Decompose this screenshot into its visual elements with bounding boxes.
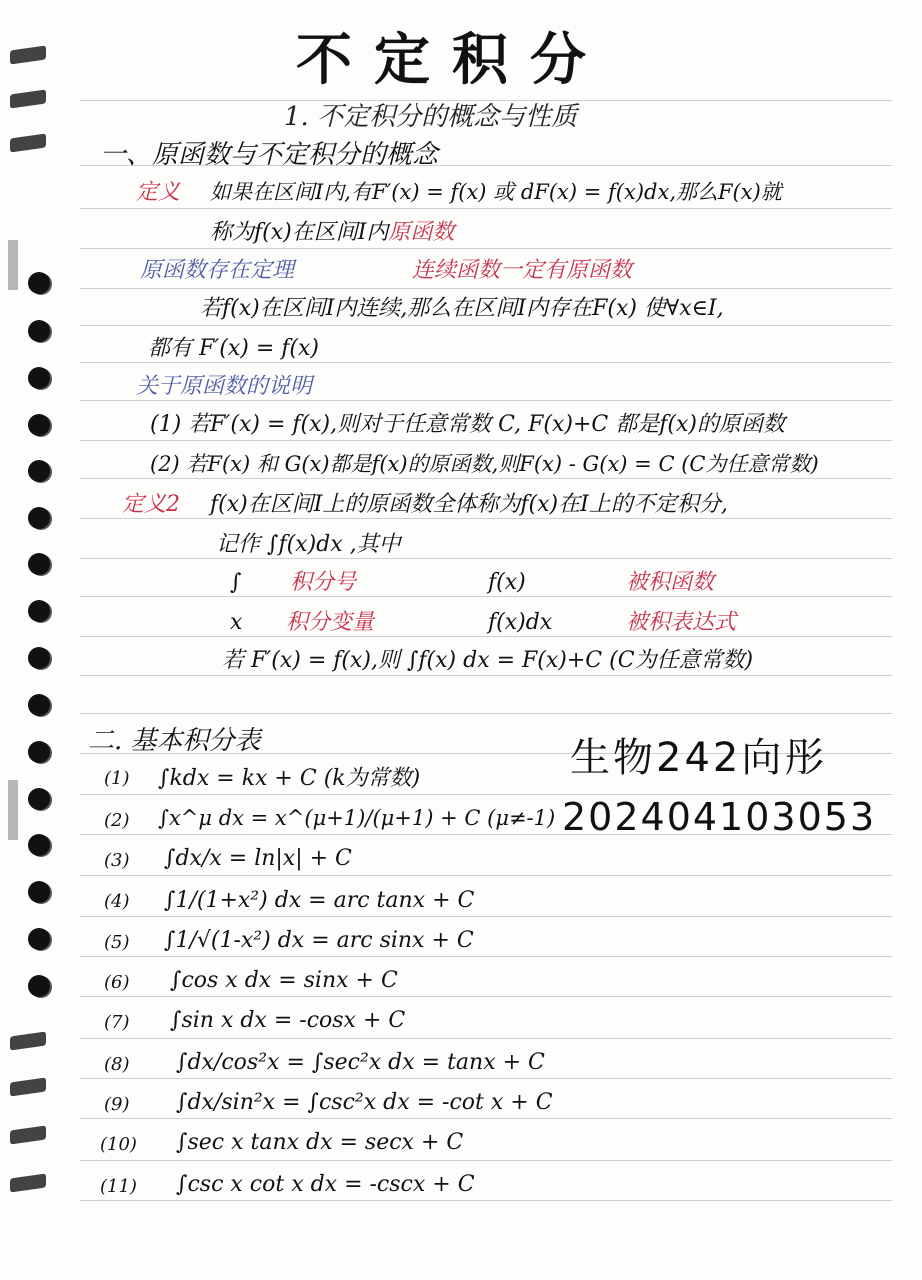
- punch-hole: [28, 460, 50, 482]
- formula-index: (1): [104, 768, 130, 789]
- ruled-line: [80, 100, 892, 101]
- punch-hole: [28, 320, 50, 342]
- ruled-line: [80, 875, 892, 876]
- section2-heading: 二. 基本积分表: [88, 726, 261, 756]
- notes-label: 关于原函数的说明: [136, 374, 313, 399]
- binding-clip: [10, 1125, 46, 1144]
- punch-hole: [28, 928, 50, 950]
- formula-expr: ∫x^μ dx = x^(μ+1)/(μ+1) + C (μ≠-1): [158, 806, 556, 830]
- punch-hole: [28, 741, 50, 763]
- ruled-line: [80, 956, 892, 957]
- punch-hole: [28, 600, 50, 622]
- def2-result: 若 F′(x) = f(x),则 ∫f(x) dx = F(x)+C (C为任意常数): [222, 648, 754, 673]
- ruled-line: [80, 713, 892, 714]
- def2-line1: f(x)在区间I上的原函数全体称为f(x)在I上的不定积分,: [210, 492, 728, 517]
- formula-expr: ∫dx/cos²x = ∫sec²x dx = tanx + C: [176, 1050, 545, 1075]
- ruled-line: [80, 478, 892, 479]
- ruled-line: [80, 636, 892, 637]
- punch-hole: [28, 647, 50, 669]
- theorem-line2: 都有 F′(x) = f(x): [148, 336, 319, 361]
- formula-expr: ∫sin x dx = -cosx + C: [170, 1008, 406, 1033]
- formula-expr: ∫dx/x = ln|x| + C: [164, 846, 352, 871]
- signature-name: 生物242向彤: [570, 735, 828, 781]
- theorem-summary: 连续函数一定有原函数: [412, 258, 633, 283]
- page-title: 不定积分: [296, 27, 608, 93]
- binding-clip: [10, 1173, 46, 1192]
- formula-expr: ∫csc x cot x dx = -cscx + C: [176, 1172, 475, 1197]
- ruled-line: [80, 362, 892, 363]
- ruled-line: [80, 518, 892, 519]
- binding-clip: [10, 45, 46, 64]
- formula-expr: ∫cos x dx = sinx + C: [170, 968, 398, 993]
- ruled-line: [80, 558, 892, 559]
- ruled-line: [80, 440, 892, 441]
- symbol-expression-name: 被积表达式: [626, 610, 737, 635]
- margin-shadow: [8, 780, 18, 840]
- section1-heading: 一、原函数与不定积分的概念: [100, 140, 439, 170]
- binding-clip: [10, 89, 46, 108]
- def1-label: 定义: [136, 180, 181, 205]
- binding-clip: [10, 133, 46, 152]
- binding-clip: [10, 1077, 46, 1096]
- formula-index: (11): [100, 1176, 137, 1197]
- ruled-line: [80, 208, 892, 209]
- ruled-line: [80, 288, 892, 289]
- page-subtitle: 1. 不定积分的概念与性质: [284, 102, 578, 132]
- punch-hole: [28, 788, 50, 810]
- symbol-expression: f(x)dx: [488, 610, 553, 635]
- ruled-line: [80, 596, 892, 597]
- def1-line2: [210, 222, 454, 244]
- punch-hole: [28, 694, 50, 716]
- formula-expr: ∫1/(1+x²) dx = arc tanx + C: [164, 888, 475, 913]
- def1-line1: 如果在区间I内,有F′(x) = f(x) 或 dF(x) = f(x)dx,那么F(x)就: [210, 180, 782, 204]
- ruled-line: [80, 248, 892, 249]
- ruled-line: [80, 675, 892, 676]
- punch-hole: [28, 553, 50, 575]
- margin-shadow: [8, 240, 18, 290]
- formula-index: (4): [104, 891, 130, 912]
- formula-index: (2): [104, 810, 130, 831]
- theorem-line1: 若f(x)在区间I内连续,那么在区间I内存在F(x) 使∀x∈I,: [200, 296, 724, 321]
- symbol-integral: ∫: [230, 570, 242, 595]
- ruled-line: [80, 1160, 892, 1161]
- def1-line2-prefix: 称为f(x)在区间I内: [210, 220, 389, 245]
- def2-line2: 记作 ∫f(x)dx ,其中: [216, 532, 401, 557]
- symbol-integrand: f(x): [488, 570, 526, 595]
- note-1: (1) 若F′(x) = f(x),则对于任意常数 C, F(x)+C 都是f(x)的原函数: [150, 412, 785, 437]
- punch-hole: [28, 367, 50, 389]
- def2-label: 定义2: [122, 492, 180, 517]
- formula-index: (3): [104, 850, 130, 871]
- ruled-line: [80, 916, 892, 917]
- punch-hole: [28, 975, 50, 997]
- ruled-line: [80, 325, 892, 326]
- ruled-line: [80, 996, 892, 997]
- formula-index: (10): [100, 1134, 137, 1155]
- formula-index: (5): [104, 932, 130, 953]
- punch-hole: [28, 834, 50, 856]
- symbol-integral-name: 积分号: [290, 570, 357, 595]
- punch-hole: [28, 507, 50, 529]
- punch-hole: [28, 414, 50, 436]
- binding-clip: [10, 1031, 46, 1050]
- formula-index: (6): [104, 972, 130, 993]
- formula-expr: ∫1/√(1-x²) dx = arc sinx + C: [164, 928, 474, 953]
- formula-expr: ∫dx/sin²x = ∫csc²x dx = -cot x + C: [176, 1090, 553, 1115]
- formula-expr: ∫sec x tanx dx = secx + C: [176, 1130, 464, 1155]
- formula-index: (9): [104, 1094, 130, 1115]
- symbol-variable: x: [230, 610, 243, 635]
- def1-term: 原函数: [388, 220, 455, 245]
- ruled-line: [80, 1038, 892, 1039]
- symbol-integrand-name: 被积函数: [626, 570, 715, 595]
- note-2: (2) 若F(x) 和 G(x)都是f(x)的原函数,则F(x) - G(x) = C (C为任意常数): [150, 452, 819, 476]
- formula-index: (8): [104, 1054, 130, 1075]
- signature-id: 202404103053: [562, 795, 877, 839]
- theorem-label: 原函数存在定理: [140, 258, 295, 283]
- symbol-variable-name: 积分变量: [286, 610, 375, 635]
- ruled-line: [80, 1118, 892, 1119]
- punch-hole: [28, 881, 50, 903]
- ruled-line: [80, 1078, 892, 1079]
- ruled-line: [80, 1200, 892, 1201]
- formula-expr: ∫kdx = kx + C (k为常数): [158, 766, 421, 791]
- punch-hole: [28, 272, 50, 294]
- formula-index: (7): [104, 1012, 130, 1033]
- ruled-line: [80, 400, 892, 401]
